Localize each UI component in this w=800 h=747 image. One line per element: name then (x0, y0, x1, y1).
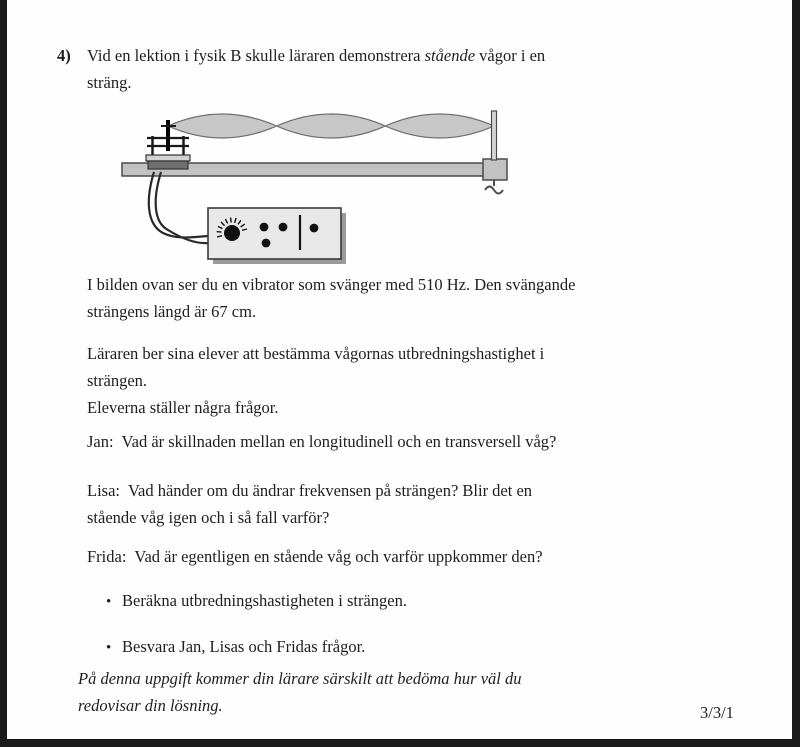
intro-line-1 (87, 42, 545, 69)
task-line-2: strängen. (87, 371, 148, 390)
lisa-question (87, 477, 532, 531)
bullet-icon: • (106, 640, 112, 656)
note-line-2: redovisar din lösning. (78, 696, 223, 715)
signal-generator (208, 208, 346, 264)
right-clamp-bracket (483, 159, 507, 180)
standing-wave (168, 114, 494, 138)
scan-border-bottom (0, 739, 800, 747)
intro-line-1-italic: stående (424, 46, 476, 65)
vibrator-paragraph (87, 271, 575, 325)
intro-paragraph (87, 42, 545, 96)
bullet-item-answer (106, 633, 365, 662)
scan-border-right (792, 0, 800, 747)
bullet-icon: • (106, 594, 112, 610)
intro-line-1-pre: Vid en lektion i fysik B skulle läraren demonstrera (87, 46, 425, 65)
note-line-1: På denna uppgift kommer din lärare särskilt att bedöma hur väl du (78, 669, 522, 688)
task-line-3: Eleverna ställer några frågor. (87, 398, 279, 417)
task-paragraph (87, 340, 544, 421)
vibrator-line-1: I bilden ovan ser du en vibrator som svänger med 510 Hz. Den svängande (87, 275, 576, 294)
clamp-screw-icon (485, 180, 503, 194)
right-post (492, 111, 497, 160)
grading-note (78, 665, 521, 719)
bullet-text-answer: Besvara Jan, Lisas och Fridas frågor. (122, 637, 366, 656)
page-number: 3/3/1 (700, 703, 734, 722)
bullet-text-calc: Beräkna utbredningshastigheten i strängen. (122, 591, 408, 610)
frida-question (87, 543, 543, 570)
intro-line-1-post: vågor i en (475, 46, 546, 65)
jan-line-1: Jan: Vad är skillnaden mellan en longitudinell och en transversell våg? (87, 432, 557, 451)
scan-border-left (0, 0, 7, 747)
lisa-line-1: Lisa: Vad händer om du ändrar frekvensen på strängen? Blir det en (87, 481, 533, 500)
vibrator-base (148, 161, 188, 169)
bullet-item-calc (106, 587, 407, 616)
standing-wave-apparatus-figure (108, 92, 532, 272)
frida-line-1: Frida: Vad är egentligen en stående våg och varför uppkommer den? (87, 547, 543, 566)
vibrator-line-2: strängens längd är 67 cm. (87, 302, 257, 321)
question-number: 4) (57, 46, 71, 65)
intro-line-2: sträng. (87, 73, 132, 92)
lisa-line-2: stående våg igen och i så fall varför? (87, 508, 330, 527)
cable (149, 172, 208, 243)
task-line-1: Läraren ber sina elever att bestämma vågornas utbredningshastighet i (87, 344, 545, 363)
jan-question (87, 428, 556, 455)
